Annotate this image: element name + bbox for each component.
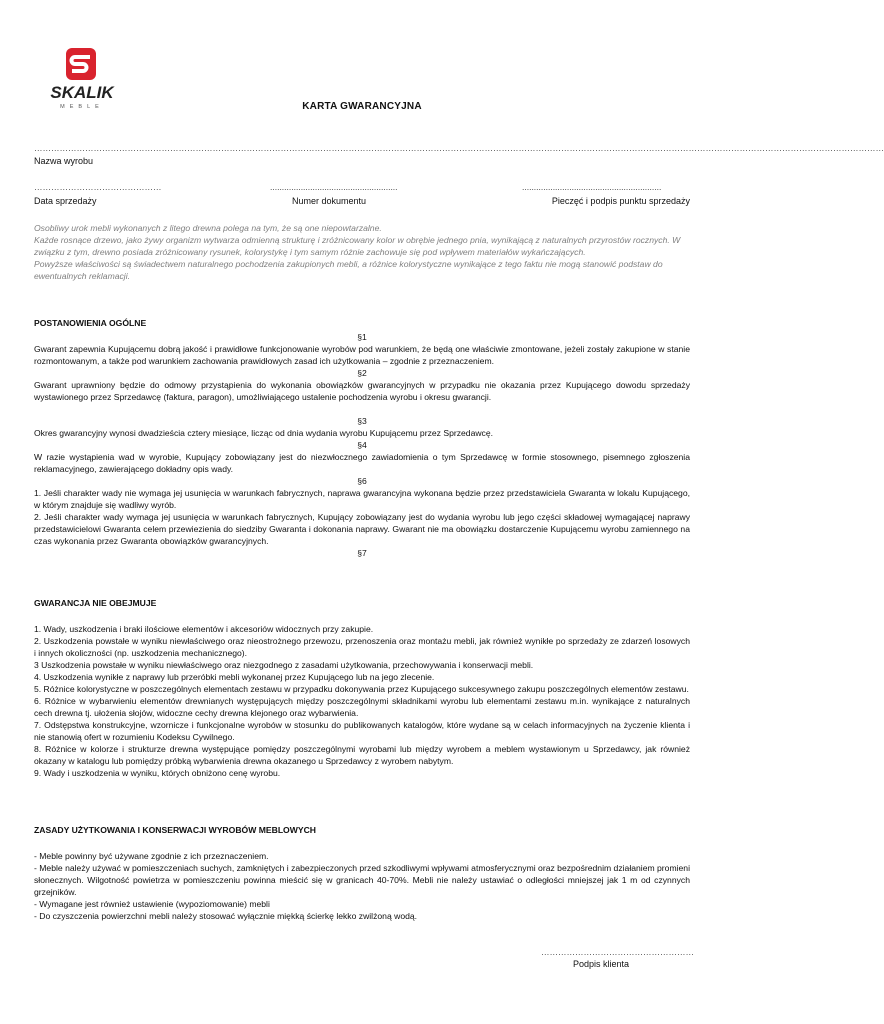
list-item: 2. Uszkodzenia powstałe w wyniku niewłaściwego oraz nieostrożnego przewozu, przenoszenia oraz montażu mebli, jak również wynikłe po sprzedaży ze zdarzeń losowych i innych okoliczności (np. uszkodzenia mechanicznego). bbox=[34, 636, 690, 658]
list-item: 1. Wady, uszkodzenia i braki ilościowe elementów i akcesoriów widocznych przy zakupie. bbox=[34, 624, 374, 634]
document-title: KARTA GWARANCYJNA bbox=[302, 101, 422, 112]
list-item: 9. Wady i uszkodzenia w wyniku, których obniżono cenę wyrobu. bbox=[34, 768, 281, 778]
exclusions-heading: GWARANCJA NIE OBEJMUJE bbox=[34, 598, 157, 608]
logo-sub: MEBLE bbox=[60, 104, 104, 110]
product-name-label: Nazwa wyrobu bbox=[34, 156, 94, 166]
list-item: 7. Odstępstwa konstrukcyjne, wzornicze i funkcjonalne wyrobów w stosunku do publikowanych katalogów, które wydane są w celach informacyjnych na życzenie klienta i nie stanowią ofert w rozumieniu Kodeksu Cywilnego. bbox=[34, 720, 690, 742]
section-number: §7 bbox=[357, 548, 367, 558]
stamp-label: Pieczęć i podpis punktu sprzedaży bbox=[551, 196, 690, 206]
intro-note bbox=[34, 223, 690, 283]
list-item: 8. Różnice w kolorze i strukturze drewna występujące pomiędzy poszczególnymi wyrobami lub między wyrobem a meblem wystawionym u Sprzedawcy, jak również okazany w katalogu lub pomiędzy próbką wybarwienia drewna okazanego u Sprzedawcy z wyrobem nabytym. bbox=[34, 744, 690, 766]
usage-list bbox=[34, 850, 690, 922]
section-paragraph: Okres gwarancyjny wynosi dwadzieścia cztery miesiące, licząc od dnia wydania wyrobu Kupującemu przez Sprzedawcę. bbox=[34, 428, 494, 438]
list-item: - Do czyszczenia powierzchni mebli należy stosować wyłącznie miękką ścierkę lekko zwilżoną wodą. bbox=[34, 911, 418, 921]
section-paragraph: Gwarant uprawniony będzie do odmowy przystąpienia do wykonania obowiązków gwarancyjnych w przypadku nie okazania przez Kupującego dowodu sprzedaży wystawionego przez Sprzedawcę (faktura, paragon), umożliwiającego ustalenie pochodzenia wyrobu i okresu gwarancji. bbox=[34, 380, 690, 402]
section-paragraph: W razie wystąpienia wad w wyrobie, Kupujący zobowiązany jest do niezwłocznego zawiadomienia o tym Sprzedawcę w formie stosownego, pisemnego zgłoszenia reklamacyjnego, zawierającego dokładny opis wady. bbox=[34, 452, 690, 474]
signature-line: ……………………………………………… bbox=[541, 947, 694, 957]
product-name-line: ………………………………………………………………………………………………………………………………………………………………………………………………………………………………………………………………………… bbox=[34, 143, 884, 153]
list-item: - Meble powinny być używane zgodnie z ich przeznaczeniem. bbox=[34, 851, 269, 861]
list-item: 3 Uszkodzenia powstałe w wyniku niewłaściwego oraz niezgodnego z zasadami użytkowania, przechowywania i konserwacji mebli. bbox=[34, 660, 534, 670]
list-item: - Wymagane jest również ustawienie (wypoziomowanie) mebli bbox=[34, 899, 270, 909]
sale-date-label: Data sprzedaży bbox=[34, 196, 97, 206]
intro-paragraph: Powyższe właściwości są świadectwem naturalnego pochodzenia zakupionych mebli, a różnice kolorystyczne wynikające z tego faktu nie mogą stanowić podstaw do ewentualnych reklamacji. bbox=[34, 258, 663, 281]
doc-number-line: ...................................................... bbox=[270, 182, 398, 192]
intro-paragraph: Osobliwy urok mebli wykonanych z litego drewna polega na tym, że są one niepowtarzalne. bbox=[34, 223, 382, 233]
section-number: §4 bbox=[357, 440, 367, 450]
section-paragraph: Gwarant zapewnia Kupującemu dobrą jakość i prawidłowe funkcjonowanie wyrobów pod warunkiem, że będą one właściwie zmontowane, jeżeli zostały zakupione w stanie rozmontowanym, a także pod warunkiem zachowania prawidłowych zasad ich użytkowania – zgodnie z przeznaczeniem. bbox=[34, 344, 690, 366]
section-number: §2 bbox=[357, 368, 367, 378]
sale-date-line: ……………………………………… bbox=[34, 182, 162, 192]
logo-brand: SKALIK bbox=[50, 83, 114, 102]
section-number: §1 bbox=[357, 332, 367, 342]
list-item: - Meble należy używać w pomieszczeniach suchych, zamkniętych i zabezpieczonych przed szkodliwymi wpływami atmosferycznymi oraz bezpośrednim działaniem promieni słonecznych. Wilgotność powietrza w pomieszczeniu powinna mieścić się w granicach 40-70%. Mebli nie należy ustawiać o odległości mniejszej jak 1 m od czynnych grzejników. bbox=[34, 863, 690, 897]
exclusions-list bbox=[34, 623, 690, 779]
stamp-line: ........................................................... bbox=[522, 182, 662, 192]
signature-label: Podpis klienta bbox=[573, 959, 630, 969]
section-paragraph: 1. Jeśli charakter wady nie wymaga jej usunięcia w warunkach fabrycznych, naprawa gwarancyjna wykonana będzie przez przedstawiciela Gwaranta w lokalu Kupującego, w którym znajduje się wadliwy wyrób. bbox=[34, 488, 690, 510]
section-paragraph: 2. Jeśli charakter wady wymaga jej usunięcia w warunkach fabrycznych, Kupujący zobowiązany jest do wydania wyrobu lub jego części składowej wymagającej naprawy przedstawicielowi Gwaranta celem przewiezienia do siedziby Gwaranta i dokonania naprawy. Gwarant nie ma obowiązku dostarczenie Kupującemu wyrobu zamiennego na czas wykonania przez Gwaranta obowiązków gwarancyjnych. bbox=[34, 512, 690, 546]
usage-heading: ZASADY UŻYTKOWANIA I KONSERWACJI WYROBÓW MEBLOWYCH bbox=[34, 825, 317, 835]
list-item: 4. Uszkodzenia wynikłe z naprawy lub przeróbki mebli wykonanej przez Kupującego lub na jego zlecenie. bbox=[34, 672, 435, 682]
section-number: §6 bbox=[357, 476, 367, 486]
general-section bbox=[34, 331, 690, 559]
doc-number-label: Numer dokumentu bbox=[292, 196, 367, 206]
general-heading: POSTANOWIENIA OGÓLNE bbox=[34, 318, 147, 328]
section-number: §3 bbox=[357, 416, 367, 426]
intro-paragraph: Każde rosnące drzewo, jako żywy organizm wytwarza odmienną strukturę i zróżnicowany kolor w obrębie jednego pnia, wynikającą z naturalnych przyrostów rocznych. W związku z tym, drewno posiada zróżnicowany rysunek, kolorystykę i tym samym różnie zachowuje się pod wpływem materiałów wykańczających. bbox=[34, 234, 681, 257]
list-item: 5. Różnice kolorystyczne w poszczególnych elementach zestawu w przypadku dokonywania przez Kupującego sukcesywnego zakupu poszczególnych elementów zestawu. bbox=[34, 684, 689, 694]
list-item: 6. Różnice w wybarwieniu elementów drewnianych występujących między poszczególnymi składnikami wyrobu lub elementami zestawu m.in. wynikające z naturalnych cech drewna tj. ułożenia słojów, widoczne cechy drewna klejonego oraz wybarwienia. bbox=[34, 696, 690, 718]
